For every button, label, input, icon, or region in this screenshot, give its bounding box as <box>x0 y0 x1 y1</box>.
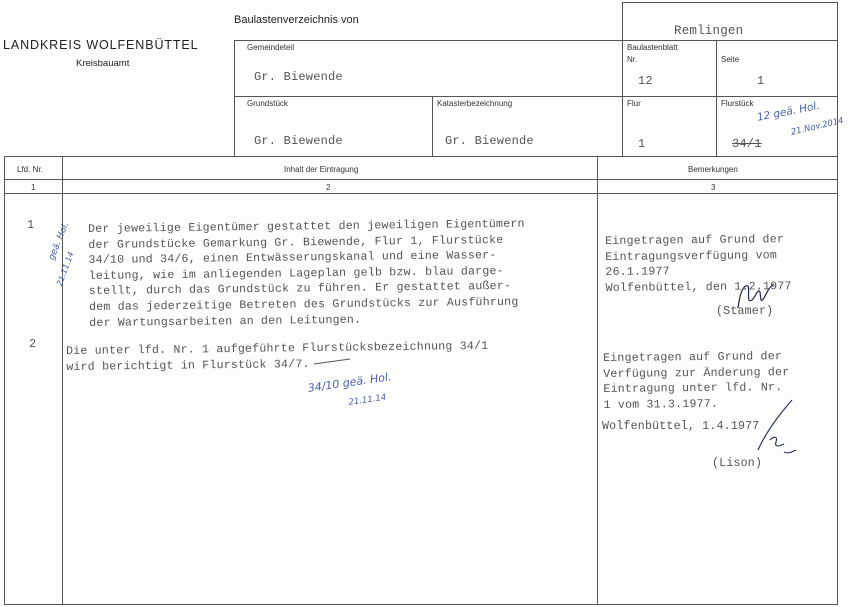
value-gemeindeteil: Gr. Biewende <box>254 70 343 84</box>
label-gemeindeteil: Gemeindeteil <box>247 43 295 52</box>
entry-2-text: Die unter lfd. Nr. 1 aufgeführte Flurstücksbezeichnung 34/1 wird berichtigt in Flurstück 34/7. <box>66 339 489 374</box>
entry-2-signature-icon <box>744 396 804 460</box>
entry-1-number: 1 <box>27 218 35 232</box>
header-row2-rule <box>234 96 838 97</box>
entry-2-annotation: 34/10 geä. Hol. <box>307 370 393 395</box>
seite-vrule <box>716 40 717 156</box>
kataster-vrule <box>432 96 433 156</box>
value-seite: 1 <box>757 74 765 88</box>
register-place: Remlingen <box>674 24 744 38</box>
entry-1-margin-note: geä. Hol. <box>47 220 72 262</box>
office-name: Kreisbauamt <box>76 58 130 69</box>
colnum-2: 2 <box>326 183 331 192</box>
entry-2-remark-place-date: Wolfenbüttel, 1.4.1977 <box>602 420 760 433</box>
header-left-vrule <box>234 40 235 156</box>
header-lfd-nr: Lfd. Nr. <box>17 165 43 174</box>
value-katasterbezeichnung: Gr. Biewende <box>445 134 534 148</box>
label-nr: Nr. <box>627 55 638 64</box>
entry-2-annotation-date: 21.11.14 <box>348 392 387 408</box>
header-inhalt: Inhalt der Eintragung <box>284 165 359 174</box>
col-bemerkungen-vrule <box>597 156 598 605</box>
value-flurstueck-annotation: 12 geä. Hol. <box>756 99 821 124</box>
table-bottom-rule <box>4 604 838 605</box>
value-flurstueck-old: 34/1 <box>732 137 762 151</box>
table-left-border <box>4 156 5 605</box>
entry-1-text: Der jeweilige Eigentümer gestattet den jeweiligen Eigentümern der Grundstücke Gemarkung Gr. Biewende, Flur 1, Flurstücke 34/10 und 34/6, einen Entwässerungskanal und eine Wasser- leitung, wie im anliegenden Lageplan gelb bzw. blau darge- stellt, durch das Grundstück zu führen. Er gestattet außer- dem das jederzeitige Betreten des Grundstücks zur Ausführung der Wartungsarbeiten an den Leitungen. <box>88 217 525 330</box>
label-flurstueck: Flurstück <box>721 99 754 108</box>
header-left-border <box>622 2 623 40</box>
table-colnum-rule <box>4 179 838 180</box>
header-row1-rule <box>234 40 838 41</box>
value-blatt-nr: 12 <box>638 74 653 88</box>
label-baulastenblatt: Baulastenblatt <box>627 43 678 52</box>
entry-2-remark: Eingetragen auf Grund der Verfügung zur Änderung der Eintragung unter lfd. Nr. 1 vom 31.3.1977. <box>603 350 790 412</box>
value-flurstueck-annotation-date: 21.Nov.2014 <box>790 115 845 138</box>
header-right-border <box>837 2 838 605</box>
table-header-bottom-rule <box>4 193 838 194</box>
label-seite: Seite <box>721 55 740 64</box>
label-flur: Flur <box>627 99 641 108</box>
label-katasterbezeichnung: Katasterbezeichnung <box>437 99 513 108</box>
entry-2-number: 2 <box>29 337 37 351</box>
entry-1-signature-icon <box>730 278 780 314</box>
value-grundstueck: Gr. Biewende <box>254 134 343 148</box>
authority-name: LANDKREIS WOLFENBÜTTEL <box>3 38 199 52</box>
value-flur: 1 <box>638 137 646 151</box>
register-title: Baulastenverzeichnis von <box>234 14 359 26</box>
table-top-rule <box>4 156 838 157</box>
colnum-1: 1 <box>31 183 36 192</box>
entry-1-remark: Eingetragen auf Grund der Eintragungsverfügung vom 26.1.1977 Wolfenbüttel, den 1.2.1977 <box>605 233 792 295</box>
entry-1-margin-note-date: 21.11.14 <box>55 250 76 288</box>
entry-1-signatory: (Stamer) <box>716 305 774 318</box>
label-grundstueck: Grundstück <box>247 99 288 108</box>
strike-34-7-icon <box>312 356 352 368</box>
header-bemerkungen: Bemerkungen <box>688 165 738 174</box>
entry-2-signatory: (Lison) <box>712 457 763 470</box>
colnum-3: 3 <box>711 183 716 192</box>
header-top-rule <box>622 2 838 3</box>
flur-vrule <box>622 40 623 156</box>
